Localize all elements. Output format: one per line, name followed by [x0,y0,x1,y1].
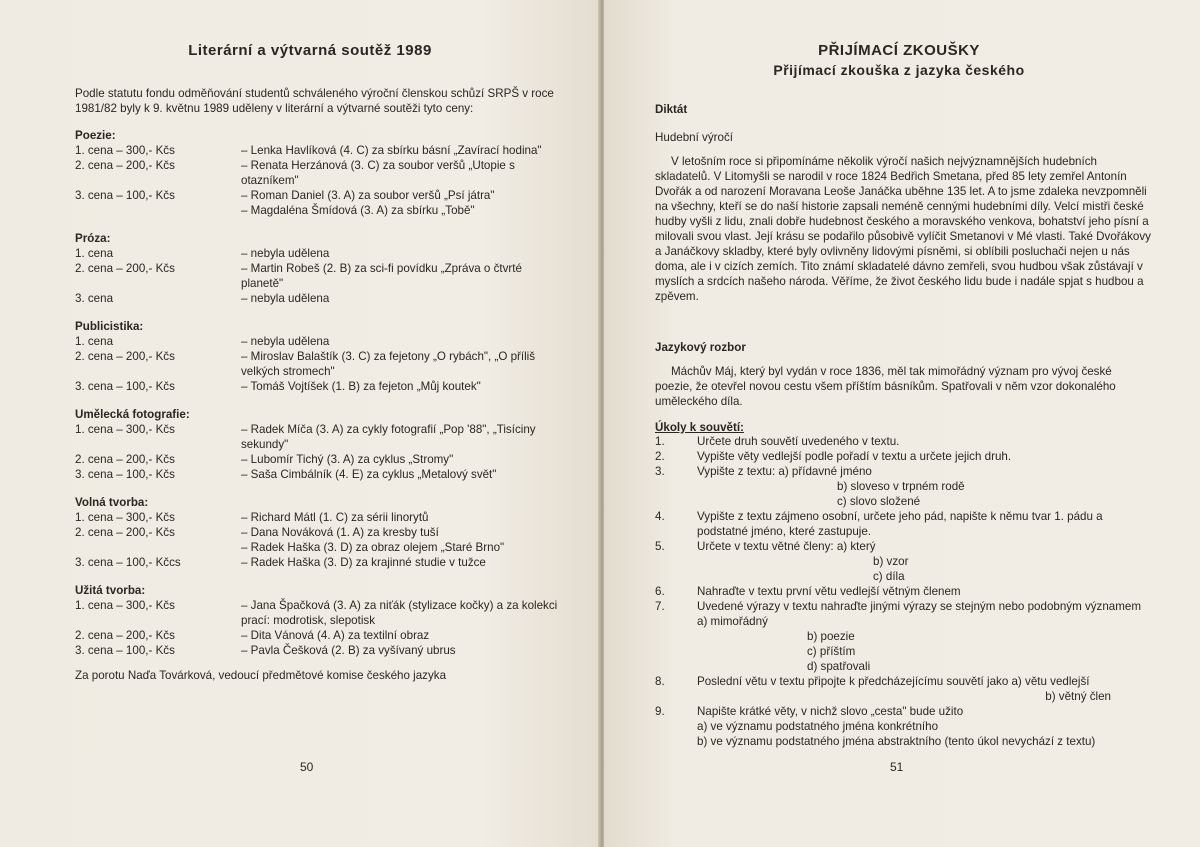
award-row [75,261,565,291]
award-section-heading: Poezie: [75,129,116,142]
award-winner: – nebyla udělena [241,292,330,305]
award-prize [75,203,241,218]
award-prize: 1. cena – 300,- Kčs [75,511,175,524]
task-item [655,509,1151,539]
award-prize: 3. cena – 100,- Kčcs [75,556,181,569]
award-section [75,231,565,306]
award-winner: – Jana Špačková (3. A) za niťák (stylizace kočky) a za kolekci prací: modrotisk, slepotisk [241,599,558,627]
task-item [655,449,1151,464]
award-winner: – Dana Nováková (1. A) za kresby tuší [241,526,439,539]
task-line: Uvedené výrazy v textu nahraďte jinými výrazy se stejným nebo podobným významem a) mimořádný [697,600,1142,628]
ukoly-heading: Úkoly k souvětí: [655,421,744,434]
task-number: 2. [655,450,665,463]
award-winner: – Radek Míča (3. A) za cykly fotografií „Pop '88", „Tisíciny sekundy" [241,423,536,451]
task-line: Nahraďte v textu první větu vedlejší větným členem [697,585,961,598]
task-item [655,434,1151,449]
jury-footer: Za porotu Naďa Továrková, vedoucí předmětové komise českého jazyka [75,669,447,682]
award-row [75,334,565,349]
task-line: Vypište z textu: a) přídavné jméno [697,465,872,478]
task-line: c) slovo složené [837,495,921,508]
task-line: Poslední větu v textu připojte k předcházejícímu souvětí jako a) větu vedlejší [697,675,1090,688]
award-winner: – Radek Haška (3. D) za obraz olejem „Staré Brno" [241,541,505,554]
award-section-heading: Volná tvorba: [75,496,149,509]
award-winner: – Tomáš Vojtíšek (1. B) za fejeton „Můj koutek" [241,380,481,393]
award-prize: 3. cena [75,292,114,305]
award-row [75,349,565,379]
award-prize: 2. cena – 200,- Kčs [75,159,175,172]
award-winner: – Martin Robeš (2. B) za sci-fi povídku „Zpráva o čtvrté planetě" [241,262,522,290]
task-line: Vypište věty vedlejší podle pořadí v textu a určete jejich druh. [697,450,1012,463]
award-prize: 1. cena – 300,- Kčs [75,144,175,157]
right-page [604,0,1200,847]
award-section-heading: Próza: [75,232,111,245]
task-item [655,584,1151,599]
award-row [75,555,565,570]
rozbor-heading: Jazykový rozbor [655,341,746,354]
award-prize: 3. cena – 100,- Kčs [75,189,175,202]
award-winner: – Roman Daniel (3. A) za soubor veršů „Psí játra" [241,189,495,202]
award-prize: 2. cena – 200,- Kčs [75,526,175,539]
task-item [655,674,1151,704]
award-section [75,495,565,570]
award-row [75,188,565,203]
task-item [655,599,1151,674]
award-row [75,379,565,394]
award-row [75,467,565,482]
task-number: 1. [655,435,665,448]
award-row [75,510,565,525]
page-number-right: 51 [890,760,904,774]
award-section [75,128,565,218]
task-item [655,704,1151,749]
award-row [75,422,565,452]
task-line: Určete druh souvětí uvedeného v textu. [697,435,900,448]
award-winner: – Richard Mátl (1. C) za sérii linorytů [241,511,429,524]
award-winner: – Pavla Češková (2. B) za vyšívaný ubrus [241,644,456,657]
diktat-text: V letošním roce si připomínáme několik výročí našich nejvýznamnějších hudebních skladatelů. V Litomyšli se narodil v roce 1824 Bedřich Smetana, před 85 lety zemřel Antonín Dvořák a od narození Moravana Leoše Janáčka uběhne 135 let. A to jsme zdaleka nevzpomněli na všechny, kteří se do naší historie zapsali neméně cennými hudebními díly. Velcí mistři české hudby vyšli z lidu, znali dobře hudebnost českého a moravského venkova, bohatství jeho písní a milovali svou vlast. Její krásu se podařilo působivě vylíčit Smetanovi v Mé vlasti. Také Dvořákovy a Janáčkovy skladby, které byly ovlivněny lidovými písněmi, si oblíbili posluchači nejen u nás doma, ale i v cizích zemích. Tito známí skladatelé dávno zemřeli, svou hudbou však zůstávají v myslích a srdcích našeho národa. Věříme, že život českého lidu bude i nadále spjat s hudbou a zpěvem. [655,155,1151,303]
award-winner: – nebyla udělena [241,247,330,260]
award-winner: – Lenka Havlíková (4. C) za sbírku básní „Zavírací hodina" [241,144,542,157]
task-item [655,464,1151,509]
task-line: Vypište z textu zájmeno osobní, určete jeho pád, napište k němu tvar 1. pádu a podstatné jméno, které zastupuje. [697,510,1103,538]
right-page-subtitle: Přijímací zkouška z jazyka českého [773,62,1025,78]
award-section [75,583,565,658]
right-page-title: PŘIJÍMACÍ ZKOUŠKY [818,42,980,59]
award-row [75,598,565,628]
diktat-heading: Diktát [655,103,688,116]
award-prize: 2. cena – 200,- Kčs [75,629,175,642]
award-row [75,143,565,158]
task-number: 3. [655,465,665,478]
award-prize: 2. cena – 200,- Kčs [75,262,175,275]
award-prize: 1. cena [75,247,114,260]
task-number: 4. [655,510,665,523]
task-line: c) příštím [807,645,856,658]
award-winner: – Saša Cimbálník (4. E) za cyklus „Metalový svět" [241,468,497,481]
page-number-left: 50 [300,760,314,774]
award-winner: – Renata Herzánová (3. C) za soubor veršů „Utopie s otazníkem" [241,159,515,187]
award-winner: – nebyla udělena [241,335,330,348]
left-page-title: Literární a výtvarná soutěž 1989 [188,42,432,59]
rozbor-text: Máchův Máj, který byl vydán v roce 1836, měl tak mimořádný význam pro vývoj české poezie, že otevřel novou cestu všem příštím básníkům. Spatřovali v něm vzor dokonalého uměleckého díla. [655,365,1116,408]
award-prize: 1. cena [75,335,114,348]
task-line: b) vzor [873,555,909,568]
awards-list [75,128,565,658]
task-line: b) poezie [807,630,855,643]
award-row [75,291,565,306]
award-row [75,540,565,555]
award-section [75,407,565,482]
task-item [655,539,1151,584]
award-row [75,246,565,261]
task-number: 8. [655,675,665,688]
award-prize: 2. cena – 200,- Kčs [75,453,175,466]
award-winner: – Magdaléna Šmídová (3. A) za sbírku „Tobě" [241,204,475,217]
award-prize: 3. cena – 100,- Kčs [75,468,175,481]
award-winner: – Lubomír Tichý (3. A) za cyklus „Stromy" [241,453,454,466]
award-winner: – Dita Vánová (4. A) za textilní obraz [241,629,430,642]
award-prize: 2. cena – 200,- Kčs [75,350,175,363]
award-prize: 3. cena – 100,- Kčs [75,644,175,657]
award-winner: – Miroslav Balaštík (3. C) za fejetony „O rybách", „O příliš velkých stromech" [241,350,536,378]
task-number: 5. [655,540,665,553]
task-line: d) spatřovali [807,660,871,673]
task-line: a) ve významu podstatného jména konkrétního [697,720,939,733]
task-number: 9. [655,705,665,718]
award-row [75,203,565,218]
award-row [75,452,565,467]
award-winner: – Radek Haška (3. D) za krajinné studie v tužce [241,556,486,569]
award-prize: 3. cena – 100,- Kčs [75,380,175,393]
award-row [75,158,565,188]
task-line: b) sloveso v trpném rodě [837,480,965,493]
award-section-heading: Užitá tvorba: [75,584,146,597]
task-line: c) díla [873,570,905,583]
task-line: b) větný člen [1045,690,1111,703]
task-list [655,434,1151,749]
award-prize: 1. cena – 300,- Kčs [75,423,175,436]
task-number: 7. [655,600,665,613]
award-section-heading: Umělecká fotografie: [75,408,190,421]
award-prize: 1. cena – 300,- Kčs [75,599,175,612]
award-row [75,643,565,658]
award-row [75,525,565,540]
award-section-heading: Publicistika: [75,320,144,333]
diktat-title: Hudební výročí [655,131,733,144]
award-section [75,319,565,394]
award-prize [75,540,241,555]
task-number: 6. [655,585,665,598]
award-row [75,628,565,643]
task-line: Napište krátké věty, v nichž slovo „cesta" bude užito [697,705,964,718]
intro-paragraph: Podle statutu fondu odměňování studentů schváleného výroční členskou schůzí SRPŠ v roce 1981/82 byly k 9. květnu 1989 uděleny v literární a výtvarné soutěži tyto ceny: [75,87,554,115]
task-line: Určete v textu větné členy: a) který [697,540,876,553]
task-line: b) ve významu podstatného jména abstraktního (tento úkol nevychází z textu) [697,735,1096,748]
